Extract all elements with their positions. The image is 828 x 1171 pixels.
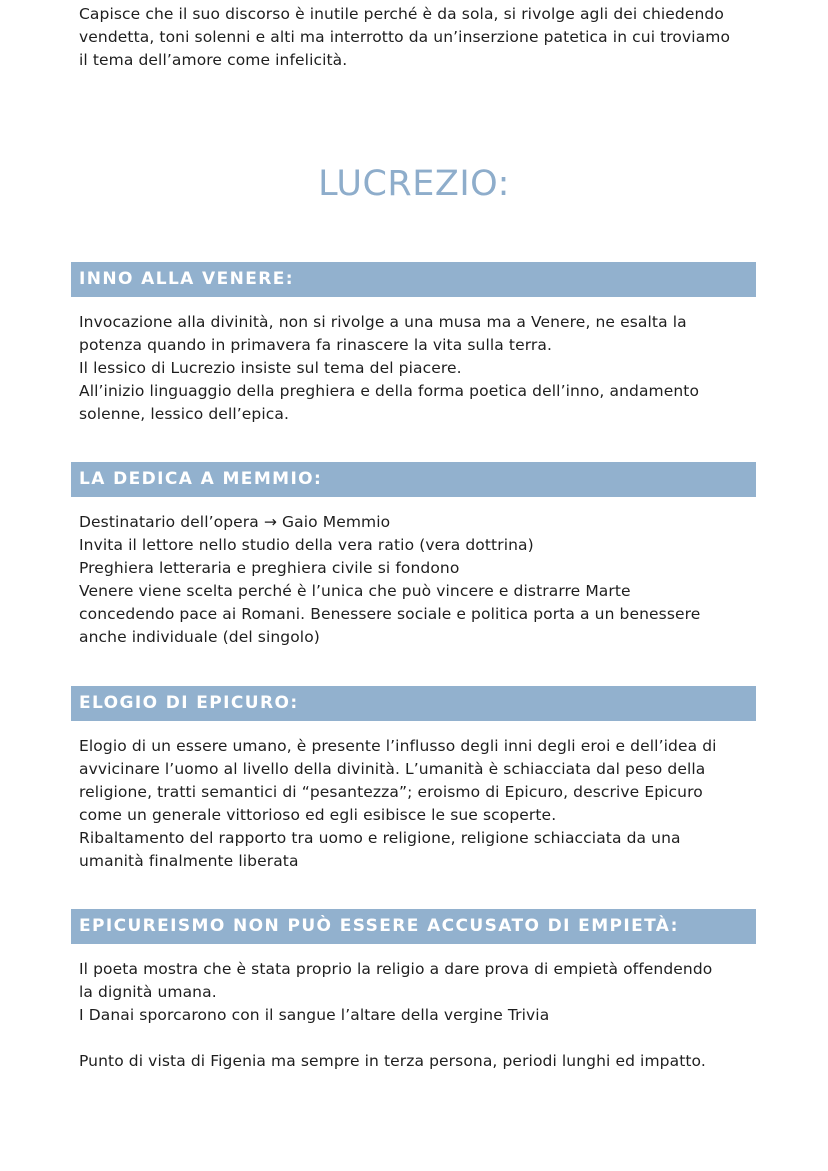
body-line: la dignità umana.	[79, 983, 217, 1001]
body-line: potenza quando in primavera fa rinascere la vita sulla terra.	[79, 336, 553, 354]
section-body-epicureismo	[79, 958, 759, 1027]
section-heading: ELOGIO DI EPICURO:	[79, 693, 299, 713]
page-title: LUCREZIO:	[318, 164, 510, 204]
intro-line: vendetta, toni solenni e alti ma interrotto da un’inserzione patetica in cui troviamo	[79, 28, 731, 46]
section-body-epicureismo-extra	[79, 1050, 759, 1073]
intro-paragraph	[79, 3, 759, 72]
body-line: Punto di vista di Figenia ma sempre in terza persona, periodi lunghi ed impatto.	[79, 1052, 706, 1070]
body-line: Venere viene scelta perché è l’unica che può vincere e distrarre Marte	[79, 582, 631, 600]
body-line: avvicinare l’uomo al livello della divinità. L’umanità è schiacciata dal peso della	[79, 760, 706, 778]
section-header-inno-alla-venere	[71, 262, 756, 297]
intro-line: il tema dell’amore come infelicità.	[79, 51, 348, 69]
section-heading: LA DEDICA A MEMMIO:	[79, 469, 323, 489]
section-body-inno-alla-venere	[79, 311, 759, 426]
body-line: I Danai sporcarono con il sangue l’altare della vergine Trivia	[79, 1006, 550, 1024]
section-header-dedica-a-memmio	[71, 462, 756, 497]
body-line: Invita il lettore nello studio della vera ratio (vera dottrina)	[79, 536, 534, 554]
body-line: concedendo pace ai Romani. Benessere sociale e politica porta a un benessere	[79, 605, 701, 623]
body-line: Destinatario dell’opera → Gaio Memmio	[79, 513, 391, 531]
body-line: Ribaltamento del rapporto tra uomo e religione, religione schiacciata da una	[79, 829, 681, 847]
body-line: All’inizio linguaggio della preghiera e della forma poetica dell’inno, andamento	[79, 382, 700, 400]
intro-line: Capisce che il suo discorso è inutile perché è da sola, si rivolge agli dei chiedendo	[79, 5, 724, 23]
body-line: come un generale vittorioso ed egli esibisce le sue scoperte.	[79, 806, 557, 824]
body-line: Il lessico di Lucrezio insiste sul tema del piacere.	[79, 359, 462, 377]
body-line: umanità finalmente liberata	[79, 852, 299, 870]
body-line: anche individuale (del singolo)	[79, 628, 320, 646]
section-body-elogio-di-epicuro	[79, 735, 759, 873]
body-line: religione, tratti semantici di “pesantezza”; eroismo di Epicuro, descrive Epicuro	[79, 783, 703, 801]
body-line: Il poeta mostra che è stata proprio la religio a dare prova di empietà offendendo	[79, 960, 713, 978]
body-line: Invocazione alla divinità, non si rivolge a una musa ma a Venere, ne esalta la	[79, 313, 687, 331]
section-heading: EPICUREISMO NON PUÒ ESSERE ACCUSATO DI EMPIETÀ:	[79, 916, 679, 936]
body-line: Elogio di un essere umano, è presente l’influsso degli inni degli eroi e dell’idea di	[79, 737, 717, 755]
body-line: Preghiera letteraria e preghiera civile si fondono	[79, 559, 460, 577]
section-header-epicureismo	[71, 909, 756, 944]
section-heading: INNO ALLA VENERE:	[79, 269, 294, 289]
section-header-elogio-di-epicuro	[71, 686, 756, 721]
section-body-dedica-a-memmio	[79, 511, 759, 649]
body-line: solenne, lessico dell’epica.	[79, 405, 290, 423]
